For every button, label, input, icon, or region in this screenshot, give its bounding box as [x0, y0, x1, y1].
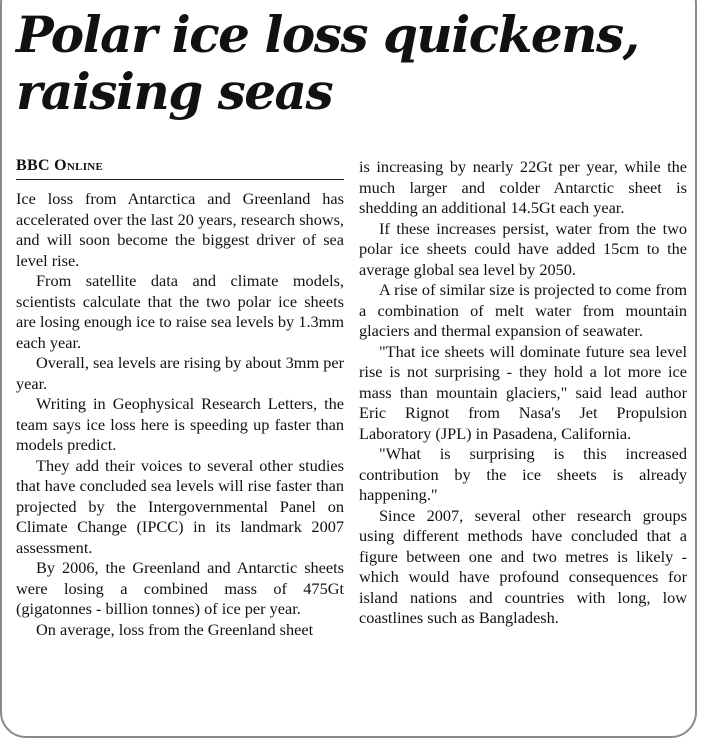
paragraph: "That ice sheets will dominate future sea level rise is not surprising - they hold a lot more ice mass than mountain glaciers," said lead author Eric Rignot from Nasa's Jet Propulsion Laboratory (JPL) in Pasadena, California.: [359, 341, 687, 443]
article-column-1: [16, 189, 344, 640]
paragraph-continued: is increasing by nearly 22Gt per year, while the much larger and colder Antarctic sheet is shedding an additional 14.5Gt each year.: [359, 157, 687, 217]
paragraph: They add their voices to several other studies that have concluded sea levels will rise faster than projected by the Intergovernmental Panel on Climate Change (IPCC) in its landmark 2007 assessment.: [16, 455, 344, 557]
headline: Polar ice loss quickens, raising seas: [16, 5, 639, 121]
paragraph: Overall, sea levels are rising by about 3mm per year.: [16, 353, 344, 393]
paragraph: By 2006, the Greenland and Antarctic sheets were losing a combined mass of 475Gt (gigatonnes - billion tonnes) of ice per year.: [16, 558, 344, 618]
paragraph: Since 2007, several other research groups using different methods have concluded that a figure between one and two metres is likely - which would have profound consequences for island nations and countries with long, low coastlines such as Bangladesh.: [359, 505, 687, 627]
paragraph: Writing in Geophysical Research Letters, the team says ice loss here is speeding up faster than models predict.: [16, 394, 344, 454]
byline: BBC Online: [16, 157, 104, 174]
paragraph: If these increases persist, water from the two polar ice sheets could have added 15cm to the average global sea level by 2050.: [359, 218, 687, 279]
paragraph: "What is surprising is this increased contribution by the ice sheets is already happening.": [359, 444, 687, 504]
paragraph: Ice loss from Antarctica and Greenland has accelerated over the last 20 years, research shows, and will soon become the biggest driver of sea level rise.: [16, 189, 344, 270]
paragraph: On average, loss from the Greenland sheet: [36, 619, 314, 639]
byline-divider: [16, 179, 344, 180]
paragraph: From satellite data and climate models, scientists calculate that the two polar ice sheets are losing enough ice to raise sea levels by 1.3mm each year.: [16, 271, 344, 352]
article-column-2: [359, 157, 687, 629]
paragraph: A rise of similar size is projected to come from a combination of melt water from mountain glaciers and thermal expansion of seawater.: [359, 280, 687, 340]
